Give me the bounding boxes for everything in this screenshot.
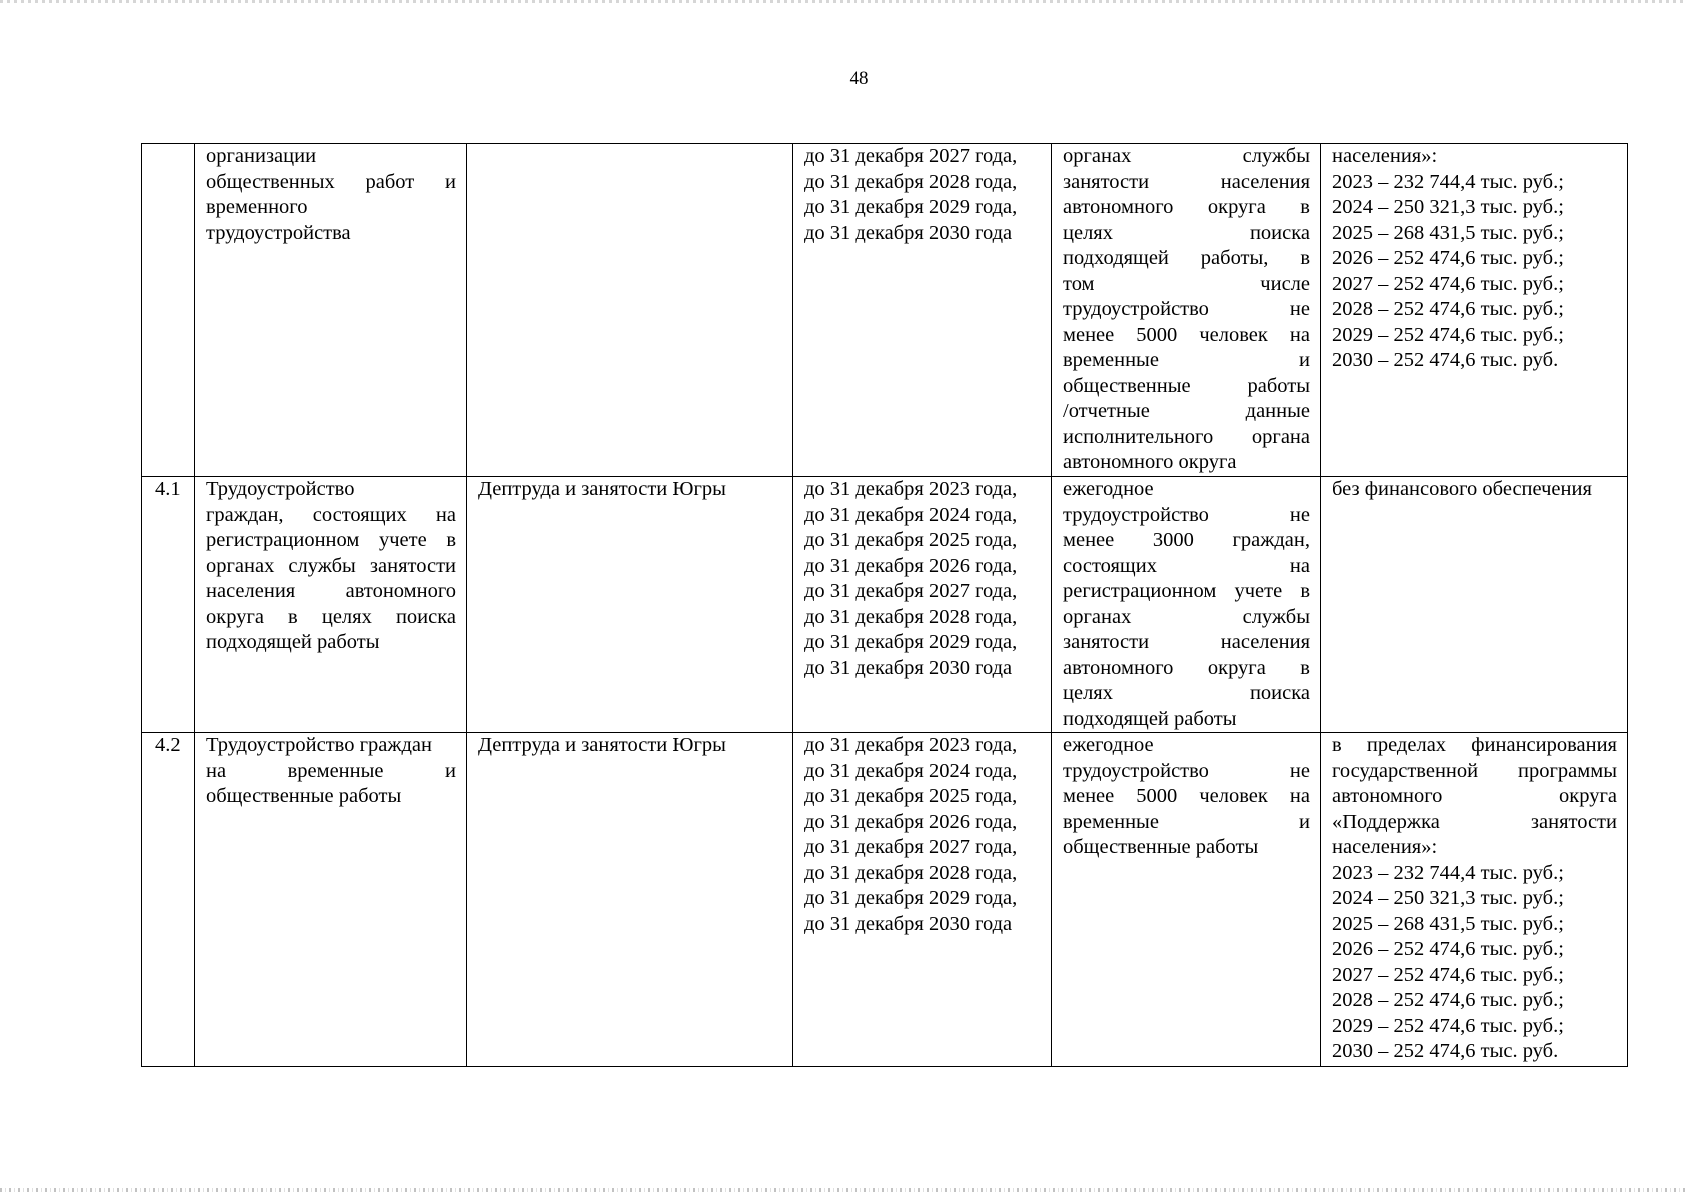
- measure-name-line: Трудоустройство: [206, 478, 355, 500]
- result-line: подходящей работы: [1063, 707, 1237, 730]
- finance-line: автономного округа: [1332, 785, 1617, 807]
- measure-name-line: органах службы занятости: [206, 554, 456, 577]
- deadline-cell: [793, 733, 1052, 1067]
- result-line: трудоустройство не: [1063, 298, 1310, 320]
- measure-name-line: регистрационном учете в: [206, 529, 456, 551]
- deadline-line: до 31 декабря 2024 года,: [804, 759, 1018, 782]
- finance-line: 2026 – 252 474,6 тыс. руб.;: [1332, 938, 1564, 960]
- measure-name-cell: [195, 733, 467, 1067]
- finance-line: «Поддержка занятости: [1332, 810, 1617, 833]
- result-line: том числе: [1063, 272, 1310, 295]
- result-line: ежегодное: [1063, 478, 1154, 500]
- finance-line: 2025 – 268 431,5 тыс. руб.;: [1332, 912, 1564, 935]
- finance-line: населения»:: [1332, 836, 1438, 858]
- deadline-line: до 31 декабря 2024 года,: [804, 503, 1018, 526]
- deadline-line: до 31 декабря 2028 года,: [804, 170, 1018, 193]
- result-line: трудоустройство не: [1063, 759, 1310, 782]
- row-number-cell: [142, 477, 195, 733]
- result-line: временные и: [1063, 810, 1310, 833]
- deadline-line: до 31 декабря 2028 года,: [804, 861, 1018, 884]
- deadline-line: до 31 декабря 2027 года,: [804, 145, 1018, 167]
- result-line: /отчетные данные: [1063, 400, 1310, 422]
- result-line: менее 5000 человек на: [1063, 785, 1310, 807]
- deadline-line: до 31 декабря 2029 года,: [804, 196, 1018, 218]
- finance-line: 2024 – 250 321,3 тыс. руб.;: [1332, 196, 1564, 218]
- result-cell: [1052, 144, 1321, 477]
- deadline-cell: [793, 144, 1052, 477]
- deadline-line: до 31 декабря 2023 года,: [804, 478, 1018, 500]
- finance-line: 2028 – 252 474,6 тыс. руб.;: [1332, 298, 1564, 320]
- measure-name-line: граждан, состоящих на: [206, 503, 456, 526]
- finance-cell: [1321, 733, 1628, 1067]
- row-number: 4.2: [155, 734, 181, 756]
- result-line: подходящей работы, в: [1063, 247, 1310, 269]
- table-row: [142, 733, 1628, 1067]
- measure-name-line: на временные и: [206, 759, 456, 782]
- finance-line: 2025 – 268 431,5 тыс. руб.;: [1332, 221, 1564, 244]
- measure-name-line: округа в целях поиска: [206, 605, 456, 628]
- finance-cell: [1321, 477, 1628, 733]
- deadline-line: до 31 декабря 2030 года: [804, 656, 1013, 679]
- deadline-line: до 31 декабря 2030 года: [804, 912, 1013, 935]
- finance-cell: [1321, 144, 1628, 477]
- finance-line: 2030 – 252 474,6 тыс. руб.: [1332, 349, 1559, 371]
- table-row: [142, 477, 1628, 733]
- finance-line: 2029 – 252 474,6 тыс. руб.;: [1332, 1014, 1564, 1037]
- deadline-line: до 31 декабря 2030 года: [804, 221, 1013, 244]
- row-number-cell: [142, 144, 195, 477]
- deadline-line: до 31 декабря 2029 года,: [804, 887, 1018, 909]
- responsible-cell: [467, 733, 793, 1067]
- deadline-line: до 31 декабря 2027 года,: [804, 836, 1018, 858]
- deadline-line: до 31 декабря 2026 года,: [804, 810, 1018, 833]
- result-line: автономного округа в: [1063, 196, 1310, 218]
- finance-line: 2023 – 232 744,4 тыс. руб.;: [1332, 861, 1564, 884]
- finance-line: 2030 – 252 474,6 тыс. руб.: [1332, 1040, 1559, 1062]
- responsible-executor: Дептруда и занятости Югры: [478, 734, 726, 756]
- result-line: целях поиска: [1063, 221, 1310, 244]
- finance-line: 2029 – 252 474,6 тыс. руб.;: [1332, 323, 1564, 346]
- result-line: исполнительного органа: [1063, 425, 1310, 448]
- deadline-line: до 31 декабря 2027 года,: [804, 580, 1018, 602]
- result-line: состоящих на: [1063, 554, 1310, 577]
- result-line: временные и: [1063, 349, 1310, 371]
- result-line: менее 5000 человек на: [1063, 323, 1310, 346]
- measure-name-line: временного: [206, 196, 308, 218]
- finance-line: 2028 – 252 474,6 тыс. руб.;: [1332, 989, 1564, 1011]
- measure-name-line: населения автономного: [206, 580, 456, 602]
- result-line: органах службы: [1063, 145, 1310, 167]
- measure-name-line: трудоустройства: [206, 221, 351, 244]
- deadline-line: до 31 декабря 2029 года,: [804, 631, 1018, 653]
- result-line: занятости населения: [1063, 631, 1310, 653]
- row-number-cell: [142, 733, 195, 1067]
- measure-name-line: организации: [206, 145, 317, 167]
- finance-line: 2024 – 250 321,3 тыс. руб.;: [1332, 887, 1564, 909]
- responsible-cell: [467, 144, 793, 477]
- finance-line: без финансового обеспечения: [1332, 478, 1592, 500]
- result-line: автономного округа: [1063, 451, 1237, 473]
- deadline-line: до 31 декабря 2025 года,: [804, 529, 1018, 551]
- finance-line: населения»:: [1332, 145, 1438, 167]
- result-line: целях поиска: [1063, 682, 1310, 704]
- row-number: 4.1: [155, 478, 181, 500]
- measure-name-cell: [195, 477, 467, 733]
- finance-line: 2027 – 252 474,6 тыс. руб.;: [1332, 963, 1564, 986]
- result-line: автономного округа в: [1063, 656, 1310, 679]
- measure-name-line: Трудоустройство граждан: [206, 734, 433, 756]
- finance-line: 2026 – 252 474,6 тыс. руб.;: [1332, 247, 1564, 269]
- finance-line: 2023 – 232 744,4 тыс. руб.;: [1332, 170, 1564, 193]
- result-line: общественные работы: [1063, 836, 1259, 858]
- finance-line: 2027 – 252 474,6 тыс. руб.;: [1332, 272, 1564, 295]
- scan-artifact-top: [0, 0, 1686, 3]
- deadline-line: до 31 декабря 2026 года,: [804, 554, 1018, 577]
- scan-artifact-bottom: [0, 1188, 1686, 1192]
- result-line: общественные работы: [1063, 374, 1310, 397]
- table-body: [142, 144, 1628, 1067]
- measure-name-line: подходящей работы: [206, 631, 380, 653]
- result-line: регистрационном учете в: [1063, 580, 1310, 602]
- result-line: менее 3000 граждан,: [1063, 529, 1310, 551]
- deadline-line: до 31 декабря 2025 года,: [804, 785, 1018, 807]
- result-cell: [1052, 733, 1321, 1067]
- page-number: 48: [849, 68, 869, 89]
- deadline-cell: [793, 477, 1052, 733]
- deadline-line: до 31 декабря 2023 года,: [804, 734, 1018, 756]
- responsible-executor: Дептруда и занятости Югры: [478, 478, 726, 500]
- deadline-line: до 31 декабря 2028 года,: [804, 605, 1018, 628]
- measure-name-cell: [195, 144, 467, 477]
- measures-table: [141, 143, 1628, 1067]
- table-row: [142, 144, 1628, 477]
- responsible-cell: [467, 477, 793, 733]
- measure-name-line: общественные работы: [206, 785, 402, 807]
- result-line: органах службы: [1063, 605, 1310, 628]
- result-line: занятости населения: [1063, 170, 1310, 193]
- finance-line: государственной программы: [1332, 759, 1617, 782]
- result-line: ежегодное: [1063, 734, 1154, 756]
- finance-line: в пределах финансирования: [1332, 734, 1617, 756]
- measure-name-line: общественных работ и: [206, 170, 456, 193]
- result-cell: [1052, 477, 1321, 733]
- result-line: трудоустройство не: [1063, 503, 1310, 526]
